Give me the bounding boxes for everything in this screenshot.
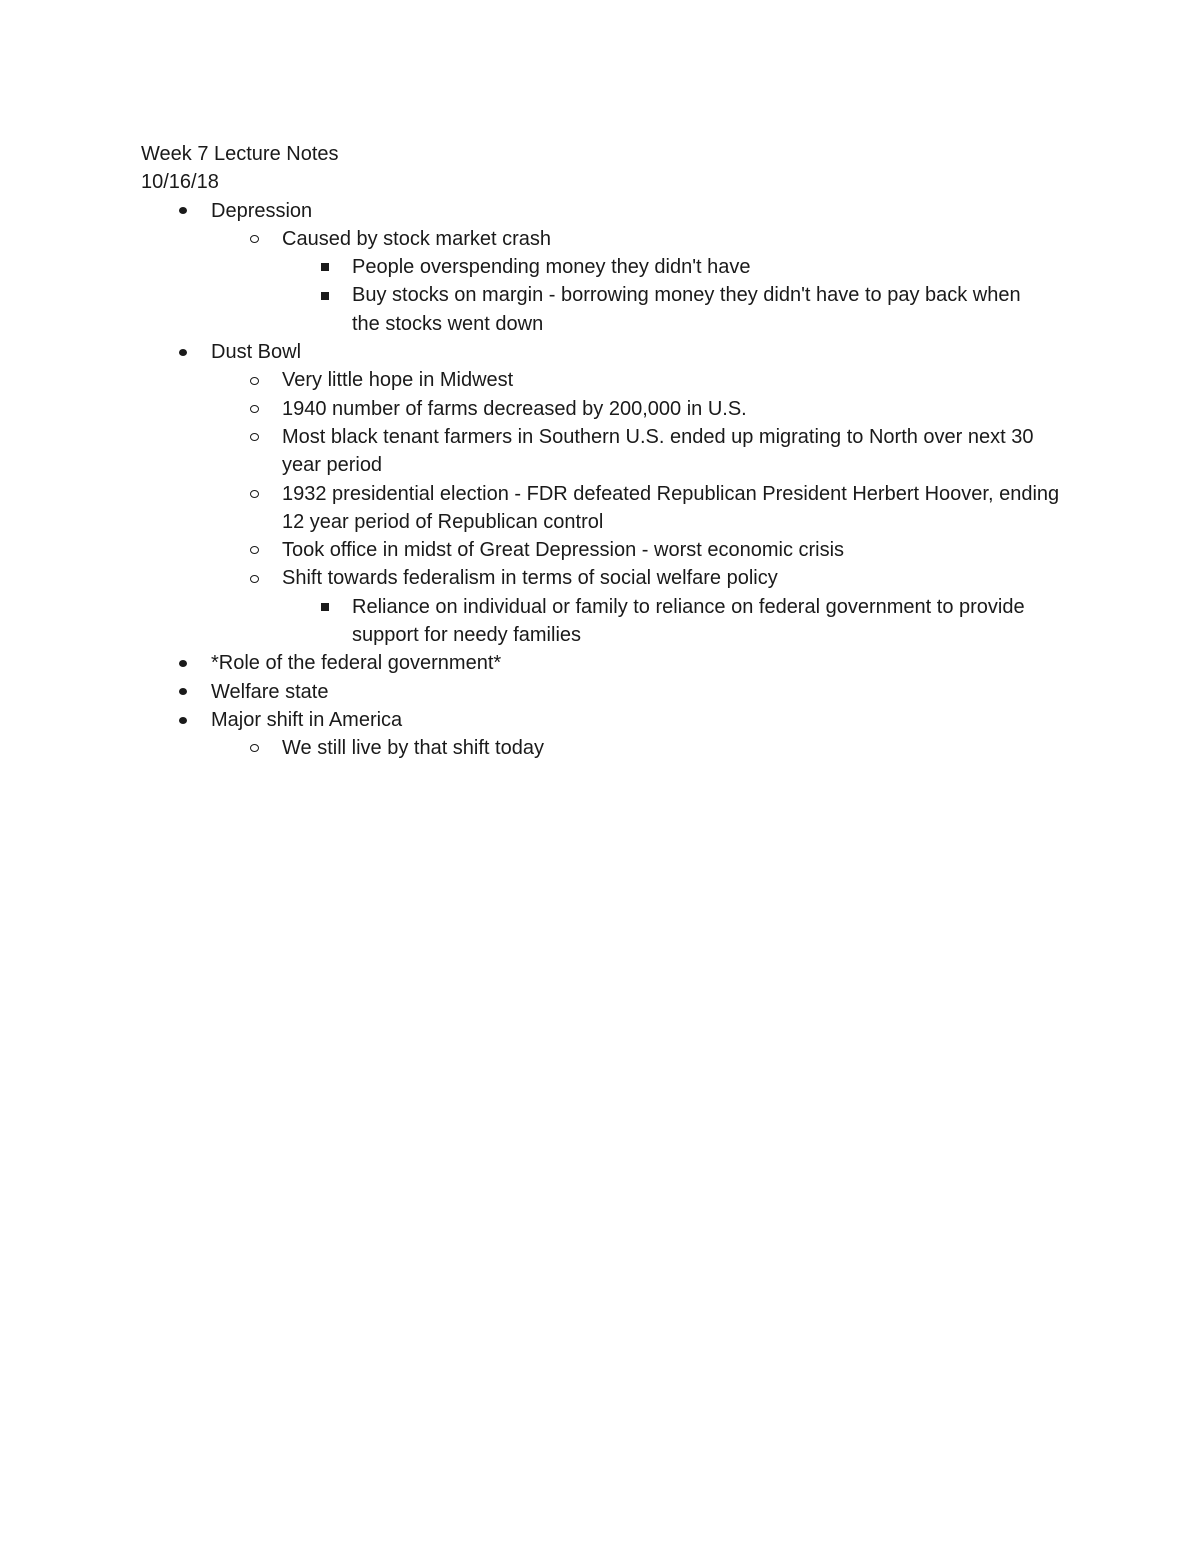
bullet-hollow-circle-icon — [247, 536, 261, 564]
list-item — [141, 225, 1061, 253]
list-item-text: Depression — [211, 199, 313, 222]
list-item-text: Caused by stock market crash — [282, 227, 551, 250]
bullet-filled-circle-icon — [176, 197, 190, 225]
list-item — [141, 338, 1061, 366]
document-page — [141, 140, 1061, 763]
list-item-text: Major shift in America — [211, 708, 403, 731]
list-item-text: We still live by that shift today — [282, 737, 544, 760]
bullet-square-icon — [318, 253, 332, 281]
list-item — [141, 706, 1061, 734]
bullet-hollow-circle-icon — [247, 225, 261, 253]
list-item — [141, 480, 1061, 537]
bullet-square-icon — [318, 593, 332, 621]
bullet-hollow-circle-icon — [247, 564, 261, 592]
list-item-text: People overspending money they didn't have — [352, 256, 751, 279]
notes-list — [141, 197, 1061, 763]
bullet-hollow-circle-icon — [247, 395, 261, 423]
bullet-filled-circle-icon — [176, 678, 190, 706]
list-item — [141, 366, 1061, 394]
list-item — [141, 593, 1061, 650]
bullet-filled-circle-icon — [176, 649, 190, 677]
list-item — [141, 734, 1061, 762]
list-item-text: 1940 number of farms decreased by 200,000 in U.S. — [282, 397, 747, 420]
document-date: 10/16/18 — [141, 171, 219, 194]
list-item — [141, 395, 1061, 423]
bullet-hollow-circle-icon — [247, 480, 261, 508]
list-item-text: Welfare state — [211, 680, 329, 703]
list-item — [141, 536, 1061, 564]
list-item-text: *Role of the federal government* — [211, 652, 502, 675]
bullet-filled-circle-icon — [176, 338, 190, 366]
list-item-text: 1932 presidential election - FDR defeated Republican President Herbert Hoover, ending 12 year period of Republican control — [282, 482, 1060, 533]
bullet-hollow-circle-icon — [247, 423, 261, 451]
list-item — [141, 649, 1061, 677]
list-item — [141, 281, 1061, 338]
bullet-filled-circle-icon — [176, 706, 190, 734]
list-item-text: Dust Bowl — [211, 341, 302, 364]
list-item — [141, 197, 1061, 225]
list-item — [141, 423, 1061, 480]
list-item-text: Buy stocks on margin - borrowing money they didn't have to pay back when the stocks went down — [352, 284, 1021, 335]
list-item — [141, 678, 1061, 706]
bullet-hollow-circle-icon — [247, 734, 261, 762]
bullet-hollow-circle-icon — [247, 366, 261, 394]
list-item — [141, 253, 1061, 281]
list-item-text: Reliance on individual or family to reliance on federal government to provide support for needy families — [352, 595, 1025, 647]
list-item-text: Took office in midst of Great Depression - worst economic crisis — [282, 539, 845, 562]
list-item-text: Shift towards federalism in terms of social welfare policy — [282, 567, 778, 590]
list-item-text: Most black tenant farmers in Southern U.S. ended up migrating to North over next 30 year period — [282, 425, 1034, 477]
bullet-square-icon — [318, 281, 332, 309]
document-title: Week 7 Lecture Notes — [141, 143, 339, 165]
list-item — [141, 564, 1061, 592]
list-item-text: Very little hope in Midwest — [282, 369, 514, 392]
